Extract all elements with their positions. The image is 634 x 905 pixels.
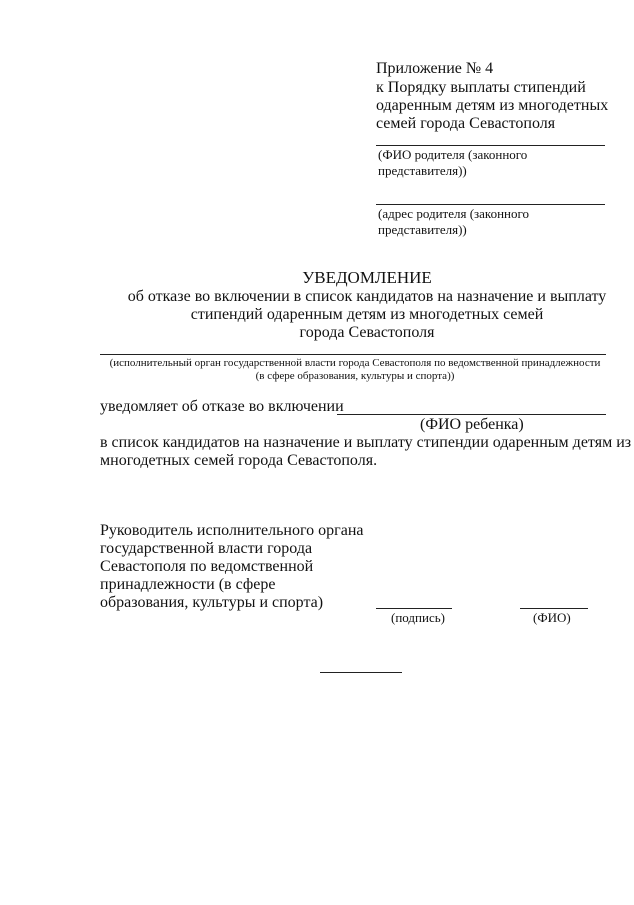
signature-role-line-4: принадлежности (в сфере [100, 576, 276, 593]
signature-fio-caption: (ФИО) [533, 610, 571, 625]
body-line-2: многодетных семей города Севастополя. [100, 452, 378, 469]
signature-line [376, 608, 452, 609]
parent-fio-line [376, 145, 605, 146]
document-subtitle-line-3: города Севастополя [299, 324, 435, 341]
authority-caption-2: (в сфере образования, культуры и спорта)) [255, 370, 455, 382]
appendix-title: Приложение № 4 [376, 60, 494, 77]
appendix-line-3: семей города Севастополя [376, 115, 556, 132]
signature-role-line-3: Севастополя по ведомственной [100, 558, 314, 575]
signature-role-line-2: государственной власти города [100, 540, 313, 557]
authority-line [100, 354, 606, 355]
parent-address-caption-1: (адрес родителя (законного [378, 206, 530, 221]
document-title: УВЕДОМЛЕНИЕ [302, 268, 432, 287]
authority-caption-1: (исполнительный орган государственной власти города Севастополя по ведомственной принадлежности [109, 357, 601, 369]
closing-separator [320, 672, 402, 673]
parent-fio-caption-2: представителя)) [378, 163, 467, 178]
body-line-1: в список кандидатов на назначение и выплату стипендии одаренным детям из [100, 434, 632, 451]
parent-address-caption-2: представителя)) [378, 222, 467, 237]
child-fio-line [337, 414, 606, 415]
parent-address-line [376, 204, 605, 205]
signature-role-line-5: образования, культуры и спорта) [100, 594, 324, 611]
signature-caption: (подпись) [391, 610, 445, 625]
document-subtitle-line-1: об отказе во включении в список кандидатов на назначение и выплату [127, 288, 607, 305]
child-fio-caption: (ФИО ребенка) [420, 416, 524, 433]
signature-role-line-1: Руководитель исполнительного органа [100, 522, 364, 539]
notify-text: уведомляет об отказе во включении [100, 398, 344, 415]
appendix-line-2: одаренным детям из многодетных [376, 97, 609, 114]
parent-fio-caption-1: (ФИО родителя (законного [378, 147, 528, 162]
appendix-line-1: к Порядку выплаты стипендий [376, 79, 586, 96]
document-subtitle-line-2: стипендий одаренным детям из многодетных семей [190, 306, 544, 323]
signature-fio-line [520, 608, 588, 609]
